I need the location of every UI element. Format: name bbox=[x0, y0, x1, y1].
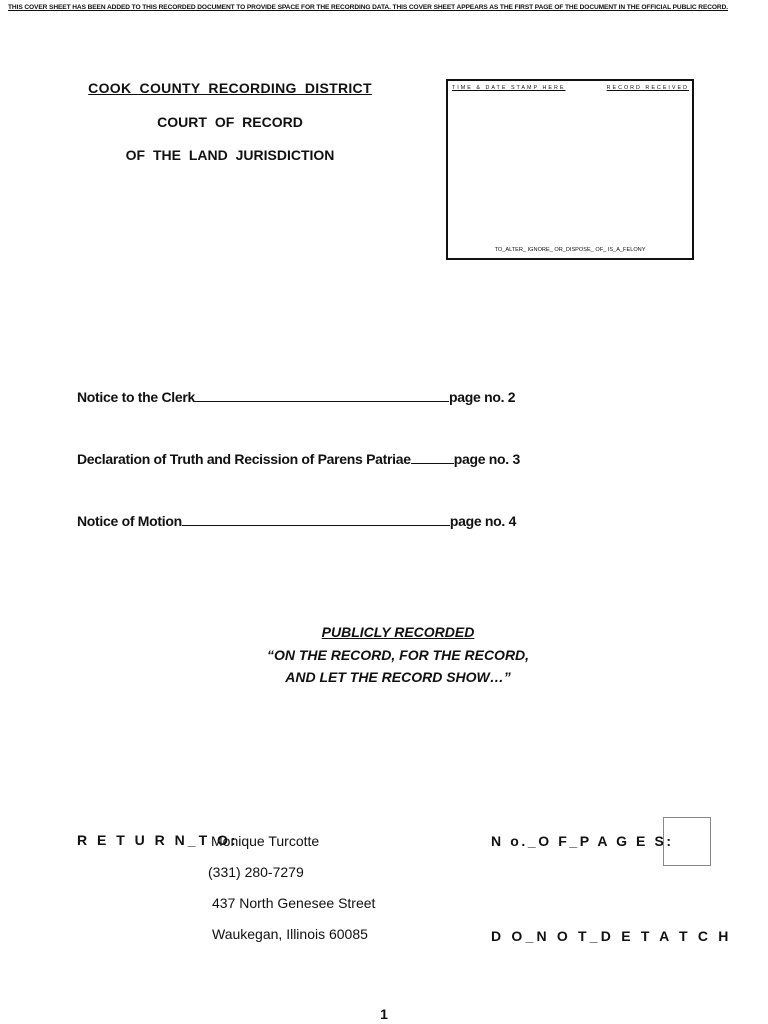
jurisdiction-heading: OF THE LAND JURISDICTION bbox=[125, 147, 335, 163]
recording-stamp-box bbox=[446, 79, 694, 260]
stamp-record-received-label: RECORD RECEIVED bbox=[606, 85, 689, 91]
court-heading: COURT OF RECORD bbox=[157, 114, 303, 130]
toc-title: Notice of Motion bbox=[77, 513, 182, 529]
toc-row bbox=[77, 513, 516, 529]
return-to-label: R E T U R N_T O: bbox=[77, 832, 239, 848]
cover-sheet-note: THIS COVER SHEET HAS BEEN ADDED TO THIS RECORDED DOCUMENT TO PROVIDE SPACE FOR THE RECORDING DATA. THIS COVER SHEET APPEARS AS THE FIRST PAGE OF THE DOCUMENT IN THE OFFICIAL PUBLIC RECORD. bbox=[8, 4, 728, 11]
on-the-record-line: “ON THE RECORD, FOR THE RECORD, bbox=[266, 646, 530, 663]
toc-row bbox=[77, 389, 515, 405]
toc-leader-line bbox=[195, 389, 449, 402]
return-street: 437 North Genesee Street bbox=[212, 895, 376, 911]
toc-title: Notice to the Clerk bbox=[77, 389, 195, 405]
return-city: Waukegan, Illinois 60085 bbox=[212, 926, 368, 942]
return-name: Monique Turcotte bbox=[211, 833, 320, 849]
record-show-line: AND LET THE RECORD SHOW…” bbox=[285, 669, 511, 685]
toc-row bbox=[77, 451, 520, 467]
return-phone: (331) 280-7279 bbox=[208, 864, 304, 880]
number-of-pages-box bbox=[663, 817, 711, 866]
recording-district-heading: COOK COUNTY RECORDING DISTRICT bbox=[88, 80, 372, 96]
toc-page: page no. 2 bbox=[449, 389, 516, 405]
do-not-detach-label: D O_N O T_D E T A T C H bbox=[491, 928, 732, 944]
publicly-recorded-block bbox=[200, 621, 596, 689]
toc-page: page no. 4 bbox=[449, 513, 517, 529]
page-number: 1 bbox=[380, 1006, 388, 1022]
toc-leader-line bbox=[411, 451, 454, 464]
toc-leader-line bbox=[182, 513, 450, 526]
publicly-recorded-title: PUBLICLY RECORDED bbox=[321, 624, 475, 640]
number-of-pages-label: N o._O F_P A G E S: bbox=[491, 833, 674, 849]
toc-page: page no. 3 bbox=[453, 451, 520, 467]
stamp-felony-warning: TO_ALTER_ IGNORE_ OR_DISPOSE_ OF_ IS_A_FELONY bbox=[494, 247, 646, 253]
stamp-time-date-label: TIME & DATE STAMP HERE bbox=[452, 85, 566, 91]
toc-title: Declaration of Truth and Recission of Parens Patriae bbox=[77, 451, 411, 467]
